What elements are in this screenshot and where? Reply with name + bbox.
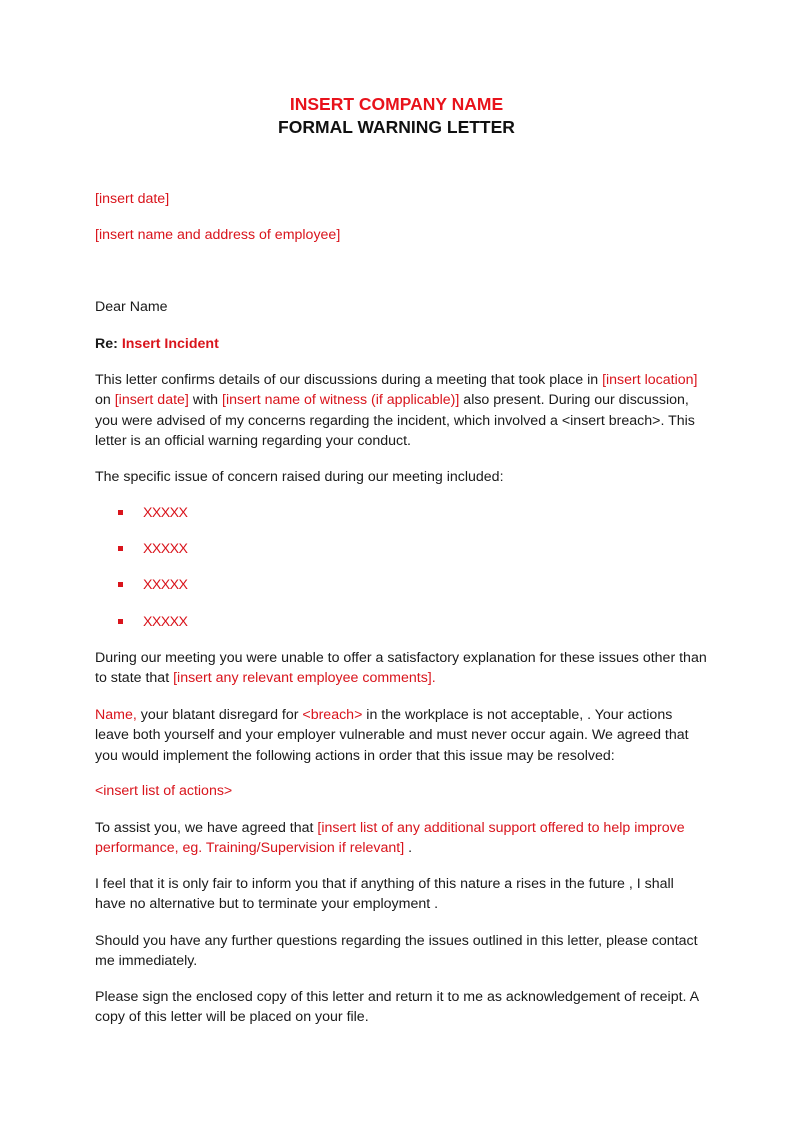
p3-breach: <breach> <box>302 707 363 723</box>
re-line <box>95 334 707 354</box>
paragraph-explanation <box>95 648 707 689</box>
bullet-icon <box>118 510 123 515</box>
p3-name: Name, <box>95 707 137 723</box>
paragraph-meeting-details <box>95 370 707 452</box>
p1-location: [insert location] <box>602 372 698 388</box>
paragraph-acknowledgement: Please sign the enclosed copy of this letter and return it to me as acknowledgement of receipt. A copy of this letter will be placed on your file. <box>95 989 699 1026</box>
paragraph-termination-warning: I feel that it is only fair to inform you that if anything of this nature a rises in the future , I shall have no alternative but to terminate your employment . <box>95 876 674 913</box>
bullet-icon <box>118 619 123 624</box>
p1-witness: [insert name of witness (if applicable)] <box>222 392 460 409</box>
letter-title: FORMAL WARNING LETTER <box>278 117 515 137</box>
p1-text-2: on <box>95 392 115 409</box>
paragraph-contact: Should you have any further questions regarding the issues outlined in this letter, please contact me immediately. <box>95 933 698 970</box>
p2-employee-comments: [insert any relevant employee comments]. <box>173 670 436 687</box>
p2-text: During our meeting you were unable to offer a satisfactory explanation for these issues other than to state that <box>95 650 707 687</box>
salutation: Dear Name <box>95 299 168 315</box>
p3-text-2: in the workplace is not acceptable, . Your actions leave both yourself and your employer vulnerable and must never occur again. We agreed that you would implement the following actions in order that this issue may be resolved: <box>95 707 689 764</box>
p4-text-1: To assist you, we have agreed that <box>95 820 318 836</box>
bullet-icon <box>118 582 123 587</box>
paragraph-disregard <box>95 705 707 766</box>
bullet-icon <box>118 546 123 551</box>
p4-support: [insert list of any additional support offered to help improve performance, eg. Training/Supervision if relevant] <box>95 820 685 857</box>
issue-text: XXXXX <box>143 577 188 593</box>
issue-text: XXXXX <box>143 505 188 521</box>
p3-text-1: your blatant disregard for <box>136 707 303 723</box>
actions-placeholder: <insert list of actions> <box>95 783 233 799</box>
p1-text-1: This letter confirms details of our discussions during a meeting that took place in <box>95 372 603 388</box>
date-placeholder: [insert date] <box>95 191 170 207</box>
issues-intro: The specific issue of concern raised during our meeting included: <box>95 469 504 485</box>
p1-text-3: with <box>188 392 222 409</box>
p4-text-2: . <box>404 840 413 857</box>
recipient-placeholder: [insert name and address of employee] <box>95 227 341 243</box>
paragraph-support <box>95 818 707 859</box>
re-label: Re: <box>95 336 118 352</box>
p1-text-4: also present. During our discussion, you were advised of my concerns regarding the incident, which involved a <insert breach>. This letter is an official warning regarding your conduct. <box>95 392 695 450</box>
issue-text: XXXXX <box>143 541 188 557</box>
issue-text: XXXXX <box>143 614 188 630</box>
re-subject: Insert Incident <box>121 336 219 352</box>
company-name: INSERT COMPANY NAME <box>289 94 504 114</box>
p1-date: [insert date] <box>114 392 189 409</box>
